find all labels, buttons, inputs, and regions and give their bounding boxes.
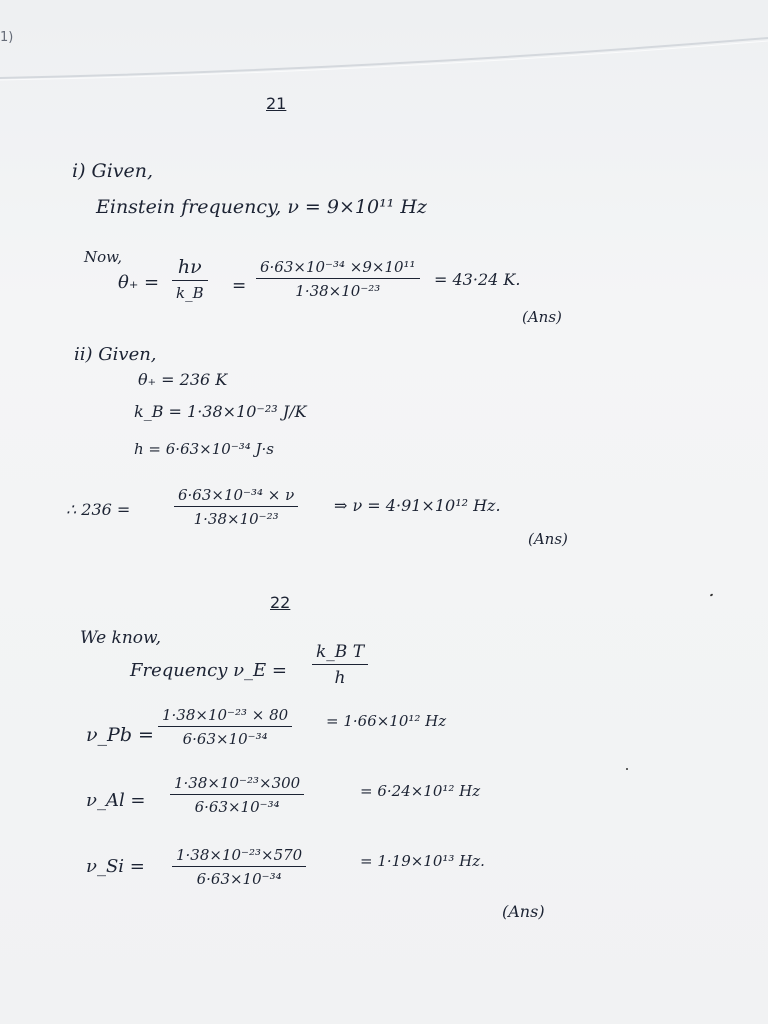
q21-fraction-values	[256, 258, 420, 300]
q21-fraction-h-nu-over-kb	[172, 256, 208, 302]
q21-h-given: h = 6·63×10⁻³⁴ J·s	[134, 440, 275, 458]
fraction-numerator: hν	[177, 256, 202, 278]
nu-al-lhs: ν_Al =	[86, 790, 146, 811]
fraction-numerator: 6·63×10⁻³⁴ ×9×10¹¹	[260, 258, 416, 276]
q21-ii-fraction	[174, 486, 298, 528]
q22-intro: We know,	[80, 628, 161, 648]
fraction-denominator: 6·63×10⁻³⁴	[170, 794, 304, 816]
fraction-denominator: k_B	[172, 280, 208, 302]
fraction-numerator: 1·38×10⁻²³×300	[174, 774, 301, 792]
stray-mark	[710, 593, 714, 596]
nu-pb-fraction	[158, 706, 292, 748]
q21-part-ii-label: ii) Given,	[74, 344, 157, 365]
fraction-numerator: 6·63×10⁻³⁴ × ν	[178, 486, 295, 504]
fraction-denominator: 6·63×10⁻³⁴	[158, 726, 292, 748]
nu-pb-lhs: ν_Pb =	[86, 724, 154, 746]
q21-part-i-label: i) Given,	[72, 160, 154, 182]
q21-kb-given: k_B = 1·38×10⁻²³ J/K	[134, 402, 307, 421]
q22-number: 22	[270, 593, 291, 612]
q21-given-frequency: Einstein frequency, ν = 9×10¹¹ Hz	[96, 196, 427, 218]
nu-pb-result: = 1·66×10¹² Hz	[326, 712, 447, 730]
q22-formula-fraction	[312, 642, 368, 688]
nu-al-fraction	[170, 774, 304, 816]
q22-ans: (Ans)	[502, 902, 545, 921]
q21-nu-result: ⇒ ν = 4·91×10¹² Hz.	[334, 496, 501, 515]
q21-theta-result: = 43·24 K.	[434, 270, 521, 289]
q21-theta-lhs: θ₊ =	[118, 272, 160, 293]
nu-al-result: = 6·24×10¹² Hz	[360, 782, 481, 800]
page-fold-line	[0, 0, 768, 90]
fraction-numerator: k_B T	[316, 642, 365, 662]
q22-formula-lhs: Frequency ν_E =	[130, 660, 287, 681]
q21-theta-given: θ₊ = 236 K	[138, 370, 228, 389]
fraction-denominator: 6·63×10⁻³⁴	[172, 866, 306, 888]
q21-now-label: Now,	[84, 248, 122, 266]
q21-part-ii-ans: (Ans)	[528, 530, 568, 548]
corner-mark: 1)	[0, 30, 14, 45]
fraction-numerator: 1·38×10⁻²³×570	[176, 846, 303, 864]
equals-sign: =	[232, 276, 247, 296]
fraction-numerator: 1·38×10⁻²³ × 80	[162, 706, 289, 724]
stray-mark	[626, 768, 629, 771]
fraction-denominator: h	[312, 664, 368, 688]
q21-number: 21	[266, 94, 287, 113]
nu-si-lhs: ν_Si =	[86, 856, 145, 877]
q21-part-i-ans: (Ans)	[522, 308, 562, 326]
nu-si-fraction	[172, 846, 306, 888]
nu-si-result: = 1·19×10¹³ Hz.	[360, 852, 485, 870]
q21-ii-lhs: ∴ 236 =	[66, 500, 131, 519]
fraction-denominator: 1·38×10⁻²³	[174, 506, 298, 528]
fraction-denominator: 1·38×10⁻²³	[256, 278, 420, 300]
